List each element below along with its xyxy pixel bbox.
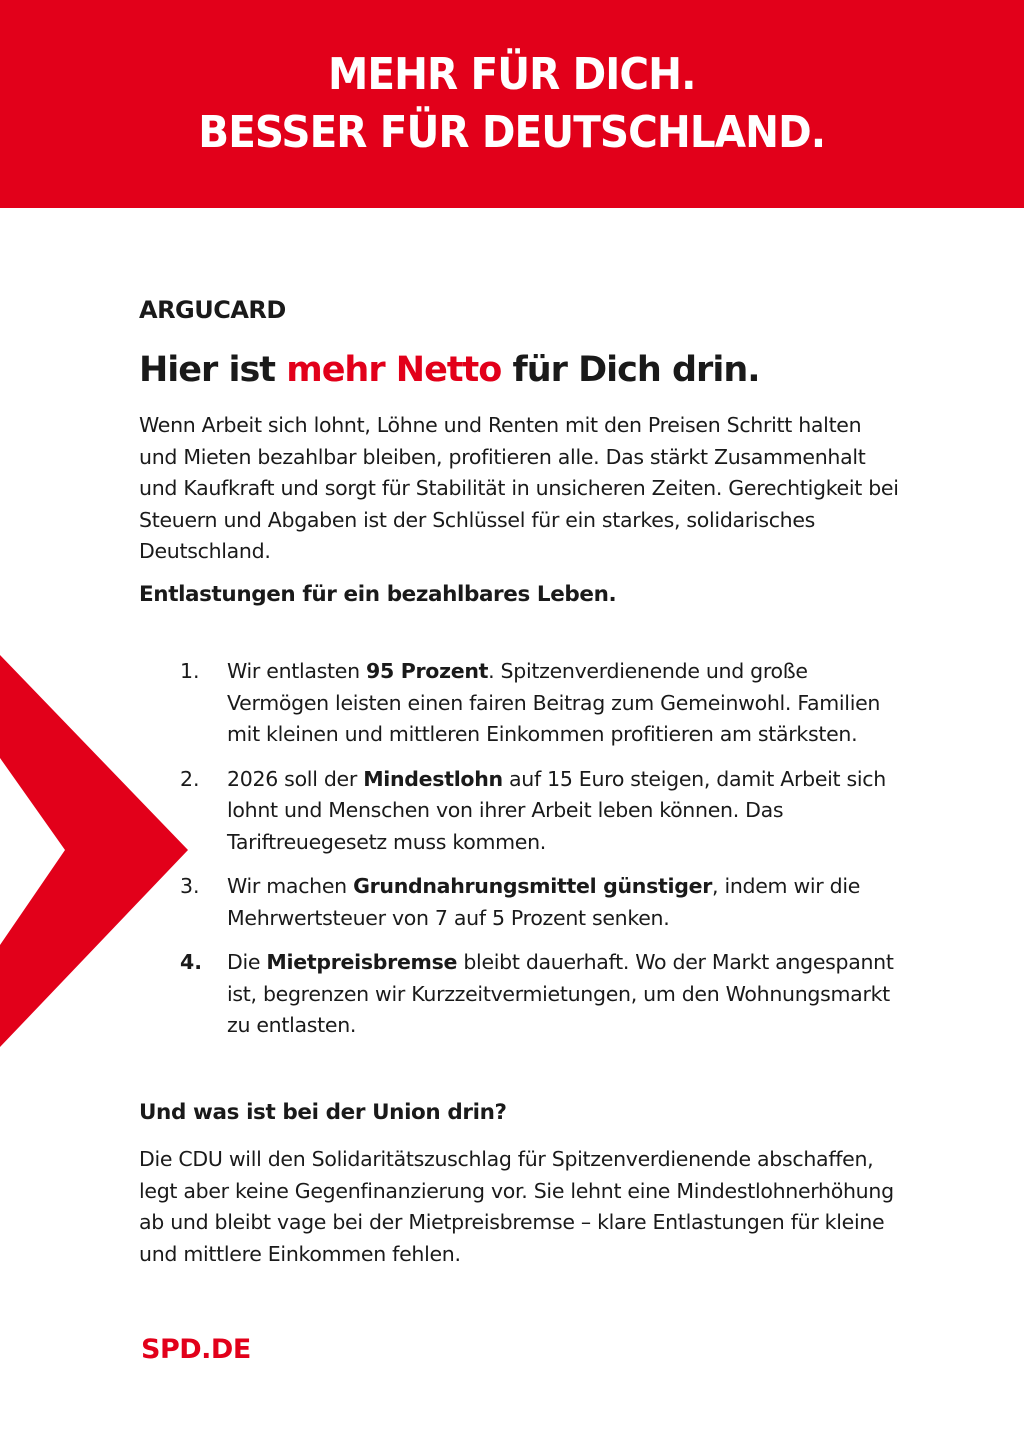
list-text [227,764,900,859]
text-pre: Wir machen [227,874,354,898]
union-paragraph: Die CDU will den Solidaritätszuschlag für Spitzenverdienende abschaffen, legt aber keine Gegenfinanzierung vor. Sie lehnt eine Mindestlohnerhöhung ab und bleibt vage bei der Mietpreisbremse – klare Entlastungen für kleine und mittlere Einkommen fehlen. [139,1147,894,1266]
list-item [180,871,900,934]
text-pre: Die [227,950,267,974]
text-bold: 95 Prozent [366,659,489,683]
banner-line-2: BESSER FÜR DEUTSCHLAND. [198,107,826,158]
text-post: . Spitzenverdienende und große Vermögen leisten einen fairen Beitrag zum Gemeinwohl. Familien mit kleinen und mittleren Einkommen profitieren am stärksten. [227,659,881,746]
headline-start: Hier ist [139,350,287,390]
banner-line-1: MEHR FÜR DICH. [328,49,696,100]
section-title-relief: Entlastungen für ein bezahlbares Leben. [139,581,617,607]
text-pre: Wir entlasten [227,659,366,683]
text-bold: Grundnahrungsmittel günstiger [353,874,713,898]
list-text [227,947,900,1042]
text-bold: Mindestlohn [363,766,503,791]
text-post: auf 15 Euro steigen, damit Arbeit sich lohnt und Menschen von ihrer Arbeit leben können. Das Tariftreuegesetz muss kommen. [227,766,886,854]
argucard-content [139,296,899,610]
text-pre: 2026 soll der [227,766,364,791]
relief-list [180,656,900,1055]
headline-accent: mehr Netto [286,350,502,390]
list-number: 1. [180,659,200,683]
chevron-right-icon [0,655,190,1047]
intro-paragraph: Wenn Arbeit sich lohnt, Löhne und Renten mit den Preisen Schritt halten und Mieten bezahlbar bleiben, profitieren alle. Das stärkt Zusammenhalt und Kaufkraft und sorgt für Stabilität in unsicheren Zeiten. Gerechtigkeit bei Steuern und Abgaben ist der Schlüssel für ein starkes, solidarisches Deutschland. [139,413,899,563]
card-headline [139,348,899,392]
list-text [227,871,900,934]
headline-end: für Dich drin. [501,350,760,390]
text-post: , indem wir die Mehrwertsteuer von 7 auf 5 Prozent senken. [227,874,861,930]
header-banner [0,0,1024,208]
union-comparison [139,1098,899,1270]
list-item [180,656,900,751]
list-number: 3. [180,874,200,898]
text-bold: Mietpreisbremse [266,950,458,974]
list-item [180,764,900,859]
list-item [180,947,900,1042]
list-text [227,656,900,751]
list-number: 4. [180,950,203,974]
spd-website-link[interactable]: SPD.DE [141,1334,251,1365]
section-title-union: Und was ist bei der Union drin? [139,1100,507,1125]
card-kicker: ARGUCARD [139,296,286,324]
text-post: bleibt dauerhaft. Wo der Markt angespannt ist, begrenzen wir Kurzzeitvermietungen, um den Wohnungsmarkt zu entlasten. [227,950,894,1037]
list-number: 2. [180,766,200,791]
